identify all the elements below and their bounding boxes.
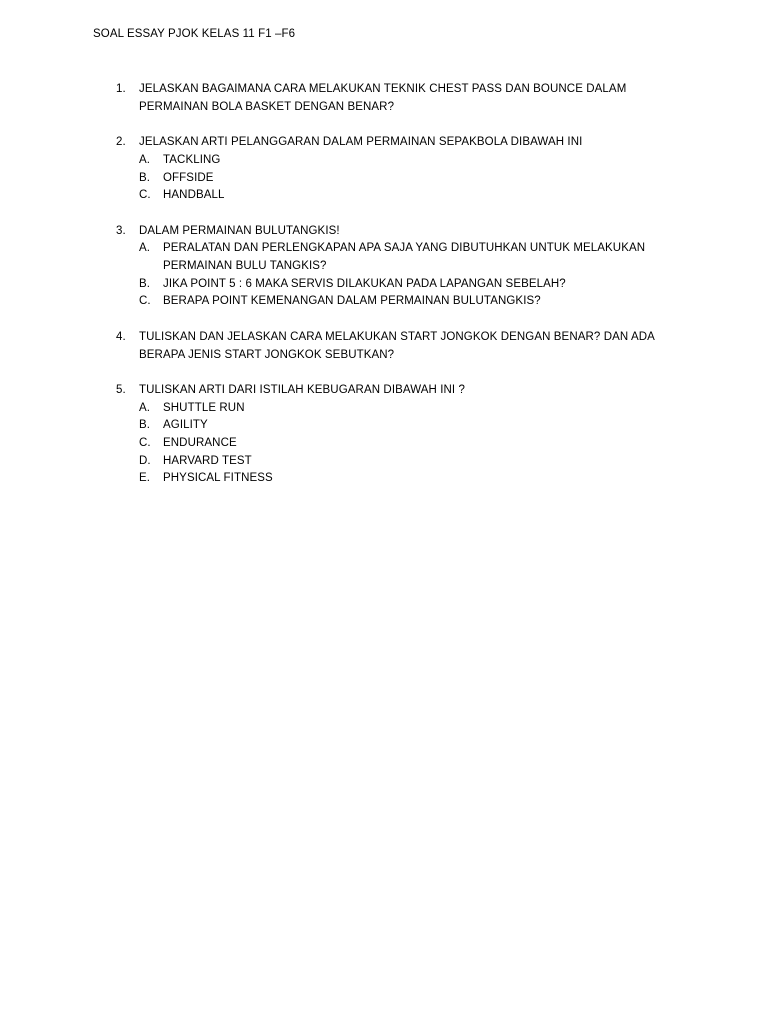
option-text: TACKLING	[163, 153, 221, 166]
option-item	[139, 470, 676, 488]
option-text: HANDBALL	[163, 189, 225, 202]
document-title: SOAL ESSAY PJOK KELAS 11 F1 –F6	[93, 28, 296, 40]
question-number: 1.	[116, 83, 126, 95]
option-letter: C.	[139, 437, 151, 449]
question-text: DALAM PERMAINAN BULUTANGKIS!	[139, 224, 340, 237]
question-list	[116, 81, 676, 506]
option-item	[139, 435, 676, 453]
option-item	[139, 152, 676, 170]
option-text: PHYSICAL FITNESS	[163, 472, 273, 485]
option-item	[139, 187, 676, 205]
option-list	[139, 152, 676, 205]
question-item	[116, 81, 676, 116]
question-item	[116, 134, 676, 205]
option-item	[139, 170, 676, 188]
option-item	[139, 400, 676, 418]
option-letter: B.	[139, 419, 151, 432]
option-letter: A.	[139, 242, 151, 255]
option-letter: D.	[139, 454, 151, 467]
question-number: 5.	[116, 383, 126, 396]
option-list	[139, 400, 676, 489]
option-text: AGILITY	[163, 419, 208, 432]
question-item	[116, 223, 676, 312]
option-letter: B.	[139, 277, 151, 290]
question-number: 4.	[116, 330, 126, 343]
option-text: BERAPA POINT KEMENANGAN DALAM PERMAINAN BULUTANGKIS?	[163, 295, 541, 308]
option-text: PERALATAN DAN PERLENGKAPAN APA SAJA YANG DIBUTUHKAN UNTUK MELAKUKAN PERMAINAN BULU TANGKIS?	[163, 242, 646, 272]
option-item	[139, 276, 676, 294]
option-letter: E.	[139, 472, 151, 485]
option-text: HARVARD TEST	[163, 454, 252, 467]
option-letter: A.	[139, 153, 151, 166]
option-text: JIKA POINT 5 : 6 MAKA SERVIS DILAKUKAN PADA LAPANGAN SEBELAH?	[163, 277, 566, 290]
option-item	[139, 293, 676, 311]
question-text: TULISKAN DAN JELASKAN CARA MELAKUKAN START JONGKOK DENGAN BENAR? DAN ADA BERAPA JENIS START JONGKOK SEBUTKAN?	[139, 330, 655, 361]
option-item	[139, 240, 676, 275]
question-text: TULISKAN ARTI DARI ISTILAH KEBUGARAN DIBAWAH INI ?	[139, 383, 466, 396]
option-letter: A.	[139, 401, 151, 414]
option-list	[139, 240, 676, 311]
question-text: JELASKAN BAGAIMANA CARA MELAKUKAN TEKNIK CHEST PASS DAN BOUNCE DALAM PERMAINAN BOLA BASKET DENGAN BENAR?	[139, 83, 627, 113]
question-number: 3.	[116, 224, 126, 237]
option-text: OFFSIDE	[163, 171, 214, 184]
option-letter: C.	[139, 189, 151, 202]
option-text: SHUTTLE RUN	[163, 401, 245, 414]
option-letter: C.	[139, 295, 151, 308]
option-letter: B.	[139, 171, 151, 184]
question-item	[116, 329, 676, 364]
question-text: JELASKAN ARTI PELANGGARAN DALAM PERMAINAN SEPAKBOLA DIBAWAH INI	[139, 136, 583, 149]
question-item	[116, 382, 676, 488]
option-text: ENDURANCE	[163, 437, 237, 449]
question-number: 2.	[116, 136, 126, 149]
option-item	[139, 417, 676, 435]
option-item	[139, 453, 676, 471]
